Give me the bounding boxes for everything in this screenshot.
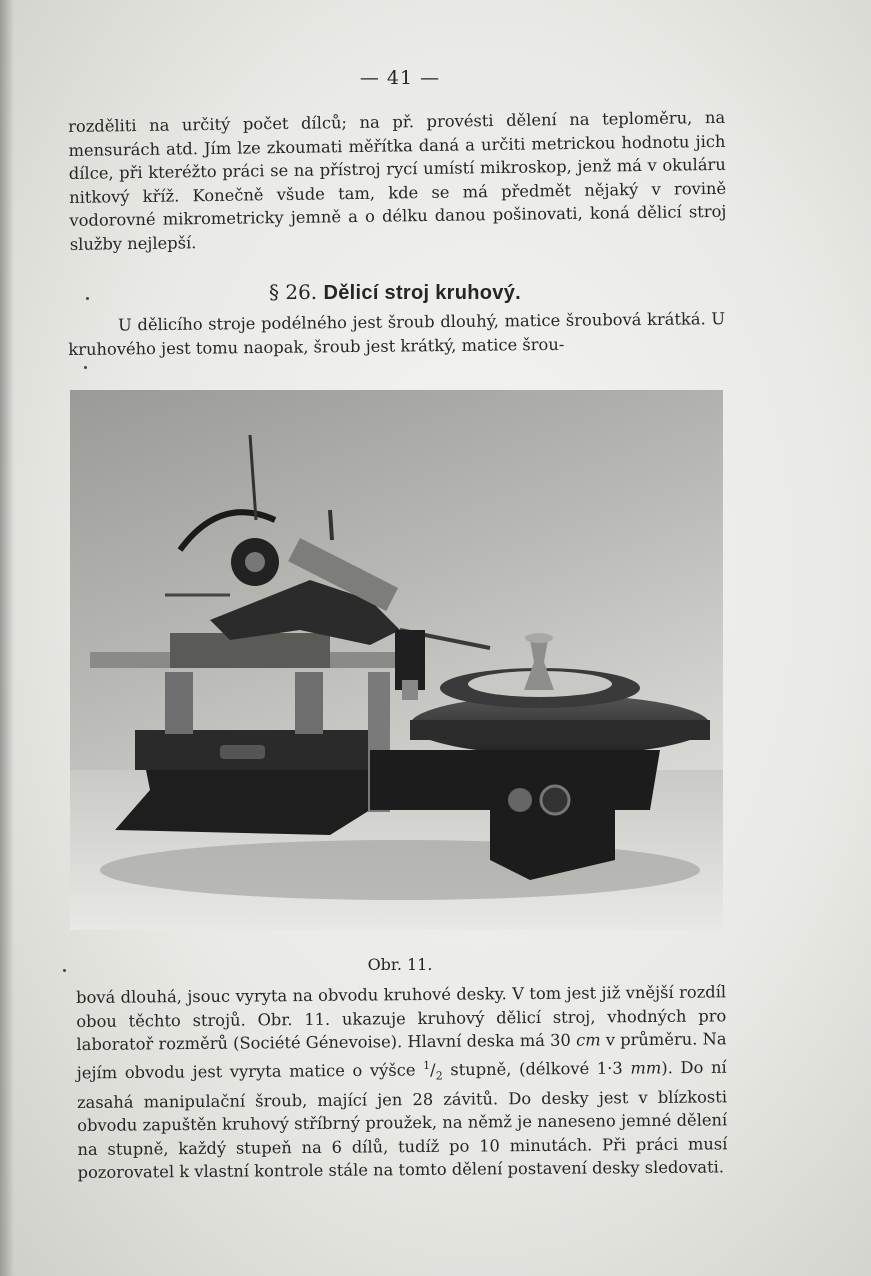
machine-photo-illustration [70, 390, 723, 930]
paragraph-bottom: bová dlouhá, jsouc vyryta na obvodu kruhové desky. V tom jest již vnější rozdíl obou těchto strojů. Obr. 11. ukazuje kruhový dělicí stroj, vhodných pro laboratoř rozměrů (Société Génevoise). Hlavní deska má 30 cm v průměru. Na jejím obvodu jest vyryta matice o výšce $^1/_2$ stupně, (délkové 1·3 mm). Do ní zasahá manipulační šroub, mající jen 28 závitů. Do desky jest v blízkosti obvodu zapuštěn kruhový stříbrný proužek, na němž je naneseno jemné dělení na stupně, každý stupeň na 6 dílů, tudíž po 10 minutách. Při práci musí pozorovatel k vlastní kontrole stále na tomto dělení postavení desky sledovati. [76, 982, 728, 1183]
section-number: 26. [285, 280, 318, 304]
paragraph-bottom-text-2: v průměru. Na jejím obvodu jest vyryta matice o výšce [76, 1029, 727, 1082]
unit-cm: cm [575, 1030, 601, 1050]
page-number: — 41 — [359, 67, 441, 89]
paragraph-bottom-text-4: ). Do ní zasahá manipulační šroub, mající jen 28 závitů. Do desky jest v blízkosti obvodu zapuštěn kruhový stříbrný proužek, na němž je naneseno jemné dělení na stupně, každý stupeň na 6 dílů, tudíž po 10 minutách. Při práci musí pozorovatel k vlastní kontrole stále na tomto dělení postavení desky sledovati. [76, 1057, 728, 1183]
print-speck [86, 297, 89, 300]
section-title: Dělicí stroj kruhový. [323, 282, 521, 304]
section-symbol: § [268, 280, 279, 304]
print-speck [63, 969, 66, 972]
unit-mm: mm [630, 1057, 662, 1078]
section-heading [0, 280, 790, 305]
paragraph-top: rozděliti na určitý počet dílců; na př. provésti dělení na teploměru, na mensurách atd. Jím lze zkoumati měřítka daná a určiti metrickou hodnotu jich dílce, při kteréžto práci se na přístroj rycí umístí mikroskop, jenž má v okuláru nitkový kříž. Konečně všude tam, kde se má předmět nějaký v rovině vodorovné mikrometricky jemně a o délku danou pošinovati, koná dělicí stroj služby nejlepší. [68, 107, 727, 254]
fraction-numerator: 1 [423, 1058, 431, 1072]
paragraph-bottom-text-3: stupně, (délkové 1·3 [442, 1058, 631, 1079]
paragraph-bottom-text-1: bová dlouhá, jsouc vyryta na obvodu kruhové desky. V tom jest již vnější rozdíl obou těchto strojů. Obr. 11. ukazuje kruhový dělicí stroj, vhodných pro laboratoř rozměrů (Société Génevoise). Hlavní deska má 30 [76, 982, 727, 1054]
paragraph-intro: U dělicího stroje podélného jest šroub dlouhý, matice šroubová krátká. U kruhového jest tomu naopak, šroub jest krátký, matice šrou- [68, 309, 726, 359]
figure-caption: Obr. 11. [367, 955, 433, 974]
figure-circular-dividing-machine [70, 390, 723, 930]
fraction-denominator: 2 [435, 1068, 443, 1083]
print-speck [84, 366, 87, 369]
page-binding-shadow [0, 0, 14, 1276]
